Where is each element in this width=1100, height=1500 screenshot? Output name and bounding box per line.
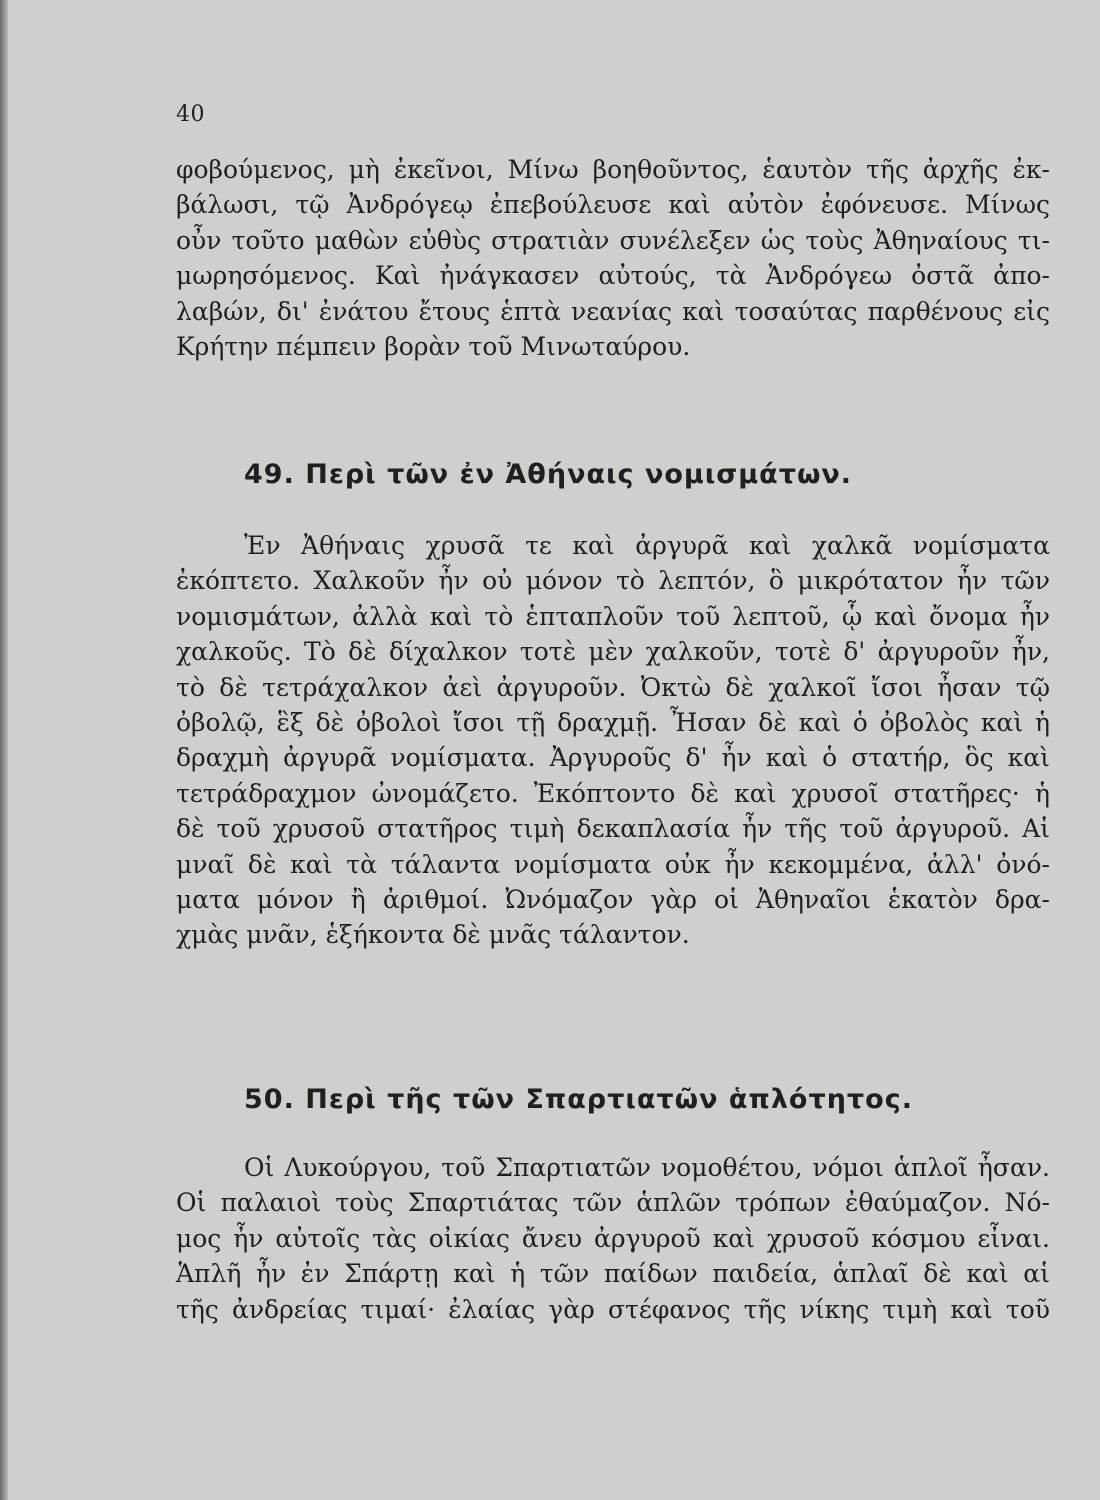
text-line: ὀβολῷ, ἓξ δὲ ὀβολοὶ ἴσοι τῇ δραχμῇ. Ἦσαν δὲ καὶ ὁ ὀβολὸς καὶ ἡ	[176, 708, 1050, 738]
text-line: νομισμάτων, ἀλλὰ καὶ τὸ ἑπταπλοῦν τοῦ λεπτοῦ, ᾧ καὶ ὄνομα ἦν	[176, 601, 1050, 631]
section-heading-49: 49. Περὶ τῶν ἐν Ἀθήναις νομισμάτων.	[244, 459, 853, 490]
page-number: 40	[176, 102, 205, 127]
text-line: Οἱ παλαιοὶ τοὺς Σπαρτιάτας τῶν ἁπλῶν τρόπων ἐθαύμαζον. Νό-	[176, 1188, 1050, 1218]
text-line: λαβών, δι' ἐνάτου ἔτους ἑπτὰ νεανίας καὶ τοσαύτας παρθένους εἰς	[176, 296, 1050, 326]
section-heading-50: 50. Περὶ τῆς τῶν Σπαρτιατῶν ἁπλότητος.	[244, 1084, 913, 1115]
text-line: τὸ δὲ τετράχαλκον ἀεὶ ἀργυροῦν. Ὀκτὼ δὲ χαλκοῖ ἴσοι ἦσαν τῷ	[176, 672, 1050, 702]
paragraph-spartans	[176, 1150, 1050, 1327]
text-line: δραχμὴ ἀργυρᾶ νομίσματα. Ἀργυροῦς δ' ἦν καὶ ὁ στατήρ, ὃς καὶ	[176, 743, 1050, 773]
text-line: φοβούμενος, μὴ ἐκεῖνοι, Μίνω βοηθοῦντος, ἑαυτὸν τῆς ἀρχῆς ἐκ-	[176, 155, 1050, 184]
text-line: Κρήτην πέμπειν βορὰν τοῦ Μινωταύρου.	[176, 332, 691, 362]
text-line: δὲ τοῦ χρυσοῦ στατῆρος τιμὴ δεκαπλασία ἦν τῆς τοῦ ἀργυροῦ. Αἱ	[176, 814, 1050, 844]
text-line: τετράδραχμον ὠνομάζετο. Ἐκόπτοντο δὲ καὶ χρυσοῖ στατῆρες· ἡ	[176, 778, 1050, 808]
text-line: Ἁπλῆ ἦν ἐν Σπάρτῃ καὶ ἡ τῶν παίδων παιδεία, ἁπλαῖ δὲ καὶ αἱ	[176, 1259, 1050, 1289]
text-line: Οἱ Λυκούργου, τοῦ Σπαρτιατῶν νομοθέτου, νόμοι ἁπλοῖ ἦσαν.	[244, 1153, 1050, 1182]
text-line: τῆς ἀνδρείας τιμαί· ἐλαίας γὰρ στέφανος τῆς νίκης τιμὴ καὶ τοῦ	[176, 1294, 1050, 1324]
text-line: μος ἦν αὐτοῖς τὰς οἰκίας ἄνευ ἀργυροῦ καὶ χρυσοῦ κόσμου εἶναι.	[176, 1223, 1050, 1253]
text-line: μναῖ δὲ καὶ τὰ τάλαντα νομίσματα οὐκ ἦν κεκομμένα, ἀλλ' ὀνό-	[176, 849, 1050, 879]
text-line: ἐκόπτετο. Χαλκοῦν ἦν οὐ μόνον τὸ λεπτόν, ὃ μικρότατον ἦν τῶν	[176, 566, 1050, 596]
text-line: χμὰς μνᾶν, ἑξήκοντα δὲ μνᾶς τάλαντον.	[176, 920, 690, 950]
text-line: οὖν τοῦτο μαθὼν εὐθὺς στρατιὰν συνέλεξεν ὡς τοὺς Ἀθηναίους τι-	[176, 225, 1050, 255]
paragraph-coins	[176, 528, 1050, 953]
text-line: ματα μόνον ἢ ἀριθμοί. Ὠνόμαζον γὰρ οἱ Ἀθηναῖοι ἑκατὸν δρα-	[176, 885, 1050, 915]
text-line: μωρησόμενος. Καὶ ἠνάγκασεν αὐτούς, τὰ Ἀνδρόγεω ὀστᾶ ἀπο-	[176, 261, 1050, 291]
page-binding-edge	[0, 0, 8, 1500]
text-line: Ἐν Ἀθήναις χρυσᾶ τε καὶ ἀργυρᾶ καὶ χαλκᾶ νομίσματα	[244, 531, 1050, 560]
text-line: χαλκοῦς. Τὸ δὲ δίχαλκον τοτὲ μὲν χαλκοῦν, τοτὲ δ' ἀργυροῦν ἦν,	[176, 637, 1050, 667]
text-line: βάλωσι, τῷ Ἀνδρόγεῳ ἐπεβούλευσε καὶ αὐτὸν ἐφόνευσε. Μίνως	[176, 190, 1050, 220]
paragraph-minos	[176, 152, 1050, 364]
